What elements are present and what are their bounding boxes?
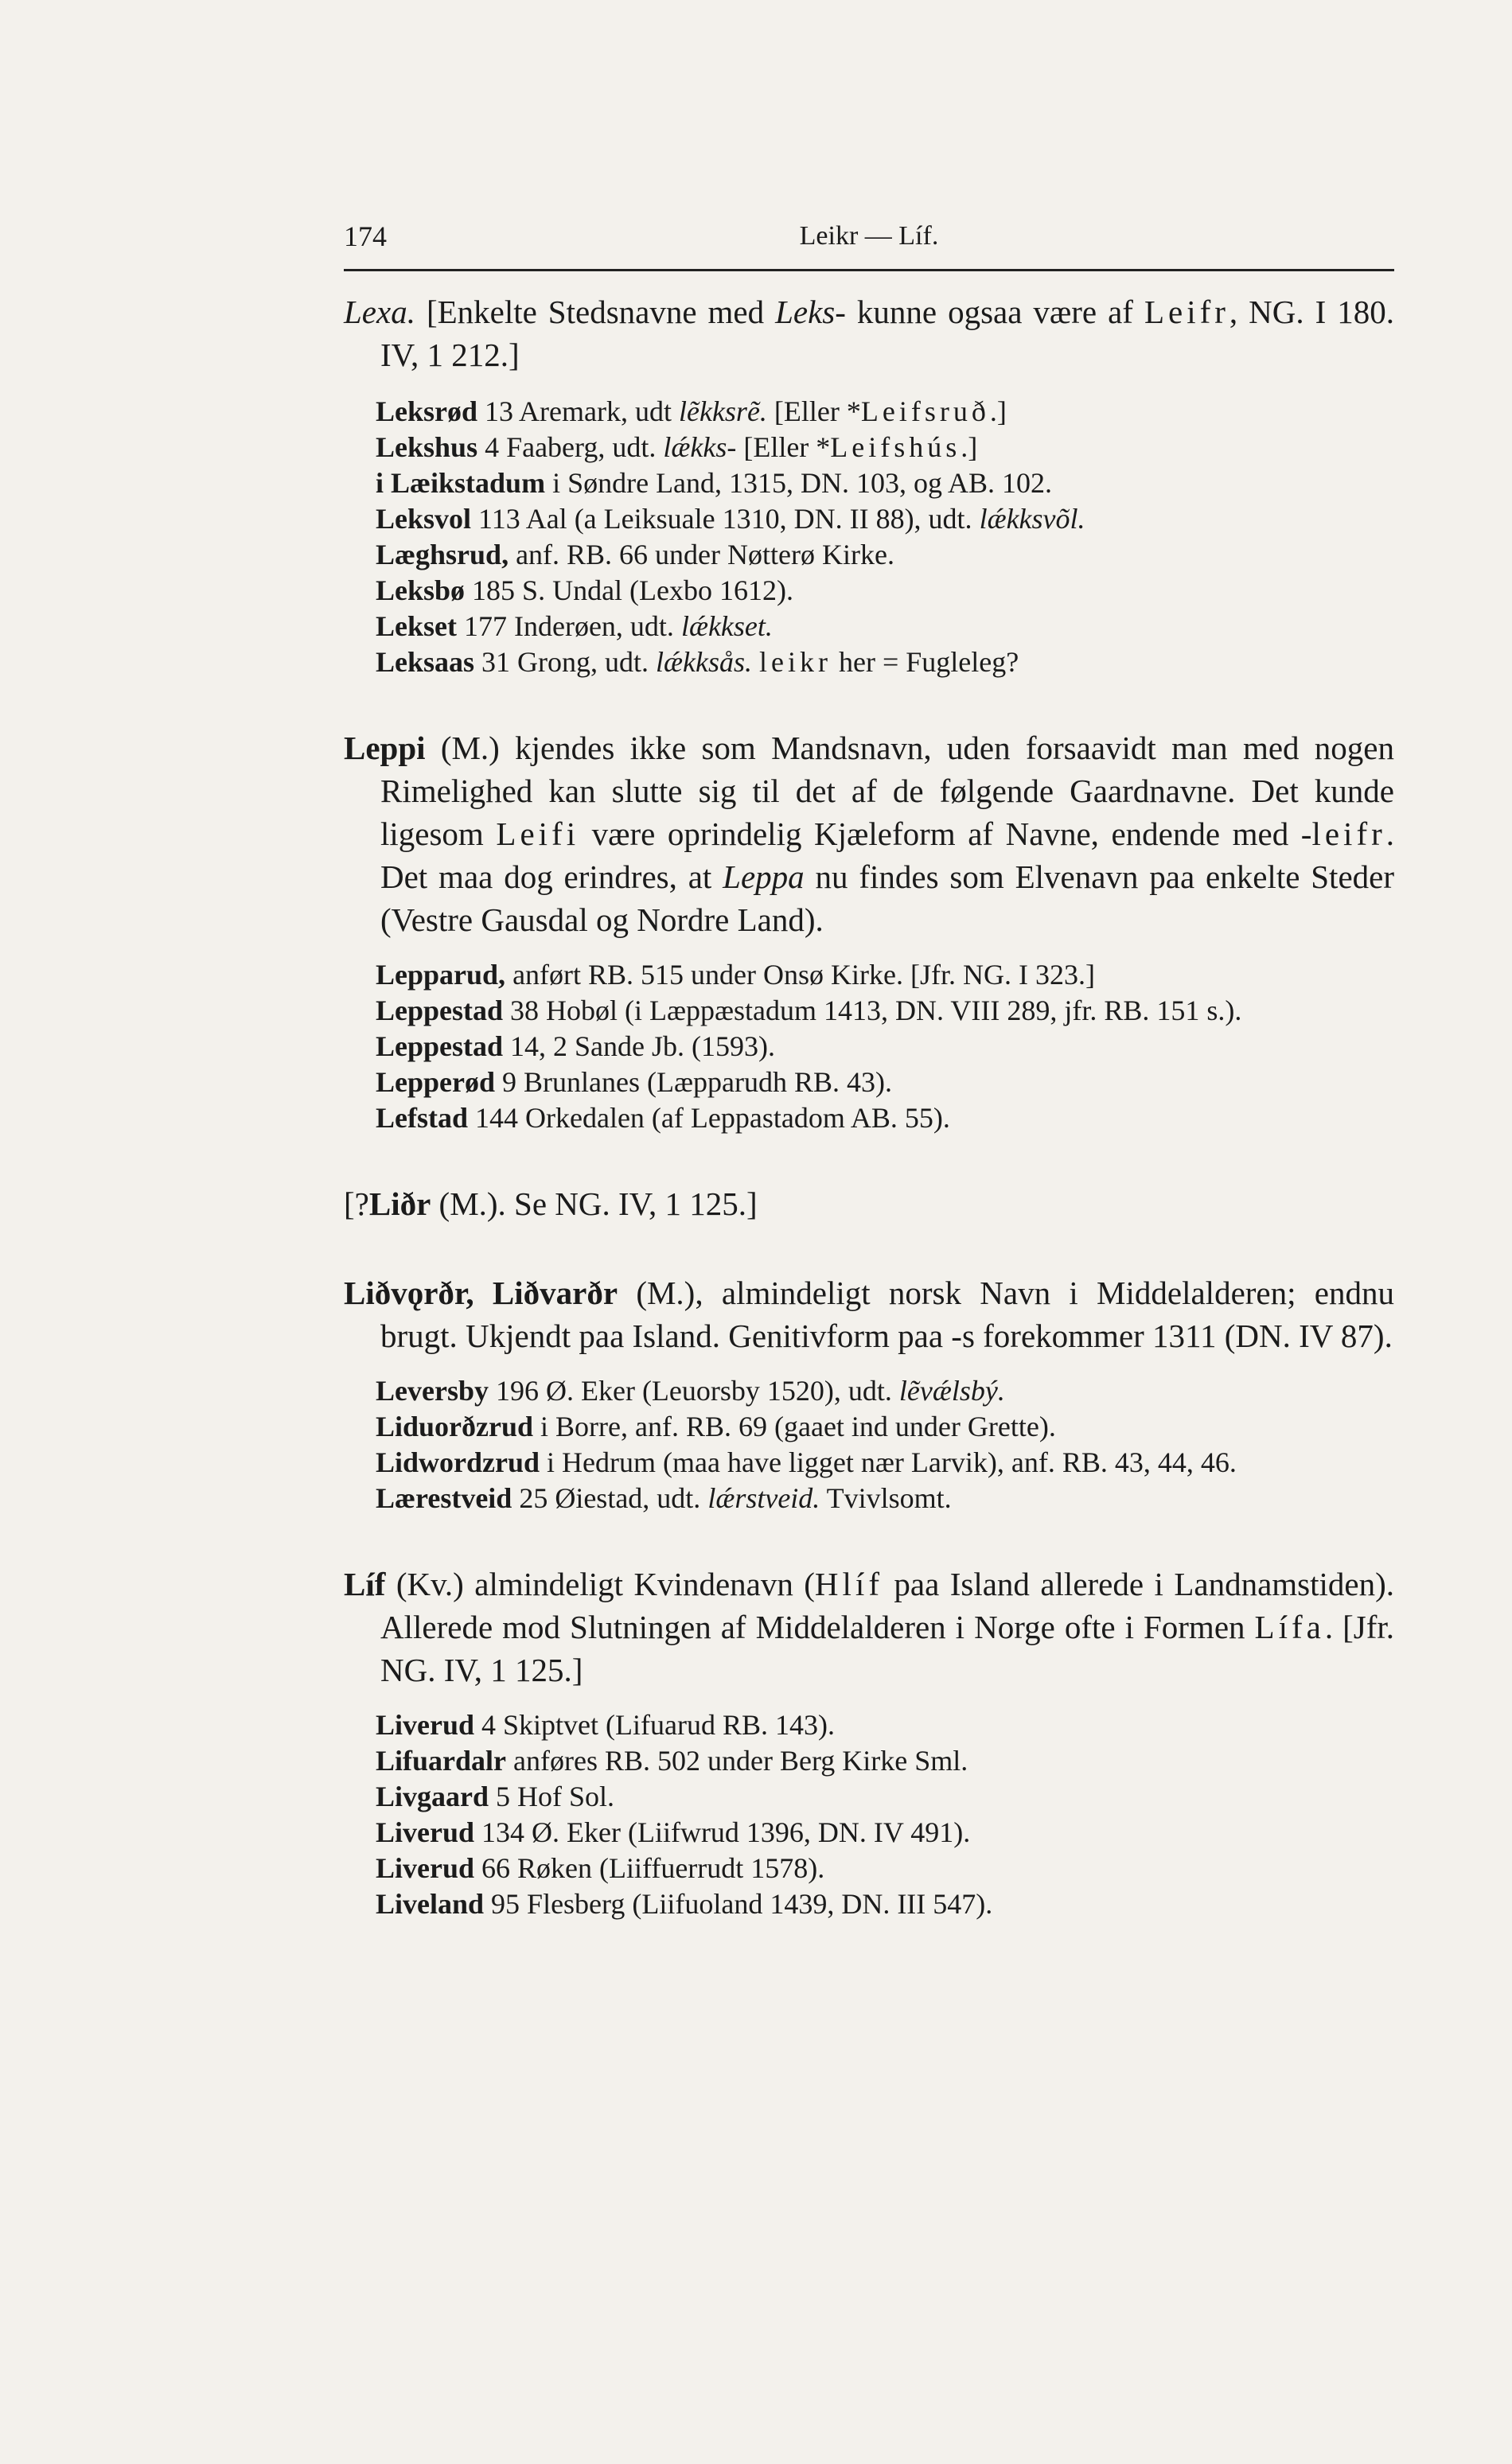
place-entry: Lepperød 9 Brunlanes (Læpparudh RB. 43).: [376, 1066, 892, 1098]
page-content: [344, 290, 1394, 1922]
place-entry: Læghsrud, anf. RB. 66 under Nøtterø Kirke.: [376, 539, 894, 570]
place-entry: Liveland 95 Flesberg (Liifuoland 1439, DN. III 547).: [376, 1888, 993, 1920]
lexa-leks: Leks-: [775, 294, 846, 330]
term-lif: Líf: [344, 1566, 386, 1602]
term-lidr: Liðr: [368, 1185, 431, 1222]
section-lif-intro: Líf (Kv.) almindeligt Kvindenavn (Hlíf paa Island allerede i Landnamstiden). Allerede mod Slutningen af Middelalderen i Norge ofte i Formen Lífa. [Jfr. NG. IV, 1 125.]: [344, 1566, 1394, 1688]
lif-entries: [344, 1707, 1394, 1922]
term-lexa: Lexa.: [344, 294, 415, 330]
leppi-entries: [344, 957, 1394, 1136]
place-entry: Liduorðzrud i Borre, anf. RB. 69 (gaaet ind under Grette).: [376, 1411, 1056, 1442]
section-leppi-intro: Leppi (M.) kjendes ikke som Mandsnavn, uden forsaavidt man med nogen Rimelighed kan slutte sig til det af de følgende Gaardnavne. Det kunde ligesom Leifi være oprindelig Kjæleform af Navne, endende med -leifr. Det maa dog erindres, at Leppa nu findes som Elvenavn paa enkelte Steder (Vestre Gausdal og Nordre Land).: [344, 730, 1395, 938]
section-lidvordr-intro: Liðvǫrðr, Liðvarðr (M.), almindeligt norsk Navn i Middelalderen; endnu brugt. Ukjendt paa Island. Genitivform paa -s forekommer 1311 (DN. IV 87).: [344, 1275, 1394, 1354]
lidvordr-entries: [344, 1373, 1394, 1516]
page-number: 174: [344, 220, 387, 252]
lexa-text-c: , NG. I 180. IV, 1 212.]: [380, 294, 1394, 373]
term-leppi: Leppi: [344, 730, 426, 766]
section-lexa-intro: [344, 290, 1394, 376]
place-entry: Leksbø 185 S. Undal (Lexbo 1612).: [376, 574, 793, 606]
place-entry: Lepparud, anført RB. 515 under Onsø Kirke. [Jfr. NG. I 323.]: [376, 959, 1095, 991]
place-entry: i Læikstadum i Søndre Land, 1315, DN. 103, og AB. 102.: [376, 467, 1053, 499]
place-entry: Lærestveid 25 Øiestad, udt. lǽrstveid. Tvivlsomt.: [376, 1482, 952, 1514]
lexa-leifr: Leifr: [1144, 294, 1229, 330]
place-entry: Leppestad 38 Hobøl (i Læppæstadum 1413, DN. VIII 289, jfr. RB. 151 s.).: [376, 995, 1242, 1026]
place-entry: Liverud 134 Ø. Eker (Liifwrud 1396, DN. IV 491).: [376, 1816, 971, 1848]
section-lidr: [?Liðr (M.). Se NG. IV, 1 125.]: [344, 1185, 758, 1222]
place-entry: Leppestad 14, 2 Sande Jb. (1593).: [376, 1030, 775, 1062]
place-entry: Leversby 196 Ø. Eker (Leuorsby 1520), udt. lẽvǽlsbý.: [376, 1375, 1005, 1407]
lexa-text-b: kunne ogsaa være af: [845, 294, 1144, 330]
place-entry: Leksvol 113 Aal (a Leiksuale 1310, DN. II 88), udt. lǽkksvõl.: [376, 503, 1085, 535]
place-entry: Lekshus 4 Faaberg, udt. lǽkks- [Eller *Leifshús.]: [376, 431, 978, 463]
place-entry: Leksaas 31 Grong, udt. lǽkksås. leikr her = Fugleleg?: [376, 646, 1019, 678]
place-entry: Lekset 177 Inderøen, udt. lǽkkset.: [376, 610, 773, 642]
page-header: [344, 213, 1394, 271]
term-lidvordr: Liðvǫrðr, Liðvarðr: [344, 1275, 618, 1311]
lexa-text-a: [Enkelte Stedsnavne med: [415, 294, 776, 330]
place-entry: Leksrød 13 Aremark, udt lẽkksrẽ. [Eller *Leifsruð.]: [376, 395, 1007, 427]
place-entry: Liverud 66 Røken (Liiffuerrudt 1578).: [376, 1852, 825, 1884]
lexa-entries: [344, 394, 1394, 680]
place-entry: Lifuardalr anføres RB. 502 under Berg Kirke Sml.: [376, 1745, 968, 1777]
place-entry: Lefstad 144 Orkedalen (af Leppastadom AB. 55).: [376, 1102, 950, 1134]
place-entry: Liverud 4 Skiptvet (Lifuarud RB. 143).: [376, 1709, 835, 1741]
running-head: Leikr — Líf.: [799, 221, 939, 251]
place-entry: Lidwordzrud i Hedrum (maa have ligget nær Larvik), anf. RB. 43, 44, 46.: [376, 1446, 1237, 1478]
place-entry: Livgaard 5 Hof Sol.: [376, 1781, 615, 1812]
